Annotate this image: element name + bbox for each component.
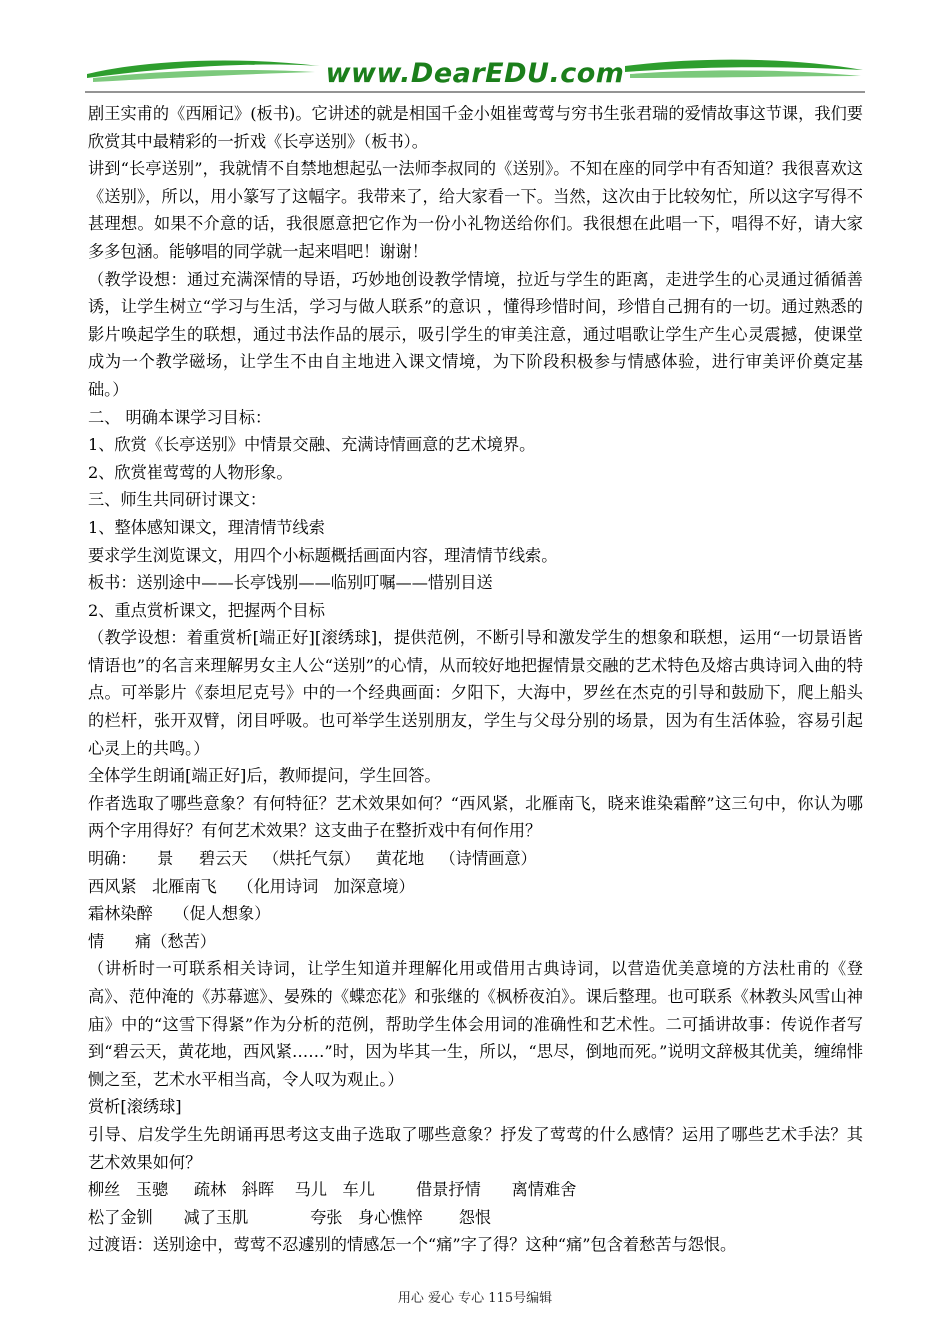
section-heading-goals: 二、 明确本课学习目标： <box>88 407 272 427</box>
page-footer: 用心 爱心 专心 115号编辑 <box>397 1291 553 1306</box>
section-heading-discussion: 三、师生共同研讨课文： <box>88 490 267 510</box>
paragraph-design-note-2: （教学设想：着重赏析[端正好][滚绣球]，提供范例，不断引导和激发学生的想象和联想，运用“一切景语皆情语也”的名言来理解男女主人公“送别”的心情，从而较好地把握情景交融的艺术特色及熔古典诗词入曲的特点。可举影片《泰坦尼克号》中的一个经典画面：夕阳下，大海中，罗丝在杰克的引导和鼓励下，爬上船头的栏杆，张开双臂，闭目呼吸。也可举学生送别朋友，学生与父母分别的场景，因为有生活体验，容易引起心灵上的共鸣。） <box>88 628 863 758</box>
site-logo: www.DearEDU.com <box>325 58 625 89</box>
paragraph-browse-text: 要求学生浏览课文，用四个小标题概括画面内容，理清情节线索。 <box>88 545 558 565</box>
paragraph-explain-note: （讲析时一可联系相关诗词，让学生知道并理解化用或借用古典诗词，以营造优美意境的方法杜甫的《登高》、范仲淹的《苏幕遮》、晏殊的《蝶恋花》和张继的《枫桥夜泊》。课后整理。也可联系《林教头风雪山神庙》中的“这雪下得紧”作为分析的范例，帮助学生体会用词的准确性和艺术性。二可插讲故事：传说作者写到“碧云天，黄花地，西风紧……”时，因为毕其一生，所以，“思尽，倒地而死。”说明文辞极其优美，缠绵悱恻之至，艺术水平相当高，令人叹为观止。） <box>88 959 863 1089</box>
goal-item-2: 2、欣赏崔莺莺的人物形象。 <box>88 462 293 482</box>
paragraph-guide: 引导、启发学生先朗诵再思考这支曲子选取了哪些意象？抒发了莺莺的什么感情？运用了哪些艺术手法？其艺术效果如何？ <box>88 1124 863 1172</box>
clarify-line-4: 情 痛（愁苦） <box>88 931 216 951</box>
paragraph-intro-end: 剧王实甫的《西厢记》(板书)。它讲述的就是相国千金小姐崔莺莺与穷书生张君瑞的爱情故事这节课，我们要欣赏其中最精彩的一折戏《长亭送别》（板书）。 <box>88 104 863 151</box>
subheading-gunxiuqiu: 赏析[滚绣球] <box>88 1097 182 1117</box>
goal-item-1: 1、欣赏《长亭送别》中情景交融、充满诗情画意的艺术境界。 <box>88 435 536 455</box>
imagery-line-2: 松了金钏 减了玉肌 夸张 身心憔悴 怨恨 <box>88 1207 492 1227</box>
imagery-line-1: 柳丝 玉骢 疏林 斜晖 马儿 车儿 借景抒情 离情难舍 <box>88 1180 577 1200</box>
site-header <box>85 52 865 98</box>
paragraph-design-note-1: （教学设想：通过充满深情的导语，巧妙地创设教学情境，拉近与学生的距离，走进学生的心灵通过循循善诱，让学生树立“学习与生活，学习与做人联系”的意识 ，懂得珍惜时间，珍惜自己拥有的一切。通过熟悉的影片唤起学生的联想，通过书法作品的展示，吸引学生的审美注意，通过唱歌让学生产生心灵震撼，使课堂成为一个教学磁场，让学生不由自主地进入课文情境，为下阶段积极参与情感体验，进行审美评价奠定基础。） <box>88 269 863 399</box>
paragraph-questions: 作者选取了哪些意象？有何特征？艺术效果如何？“西风紧，北雁南飞，晓来谁染霜醉”这三句中，你认为哪两个字用得好？有何艺术效果？这支曲子在整折戏中有何作用？ <box>88 793 863 841</box>
paragraph-transition: 过渡语：送别途中，莺莺不忍遽别的情感怎一个“痛”字了得？这种“痛”包含着愁苦与怨恨。 <box>88 1235 737 1255</box>
clarify-line-3: 霜林染醉 （促人想象） <box>88 904 271 924</box>
paragraph-intro-song: 讲到“长亭送别”，我就情不自禁地想起弘一法师李叔同的《送别》。不知在座的同学中有否知道？我很喜欢这《送别》，所以，用小篆写了这幅字。我带来了，给大家看一下。当然，这次由于比较匆忙，所以这字写得不甚理想。如果不介意的话，我很愿意把它作为一份小礼物送给你们。我很想在此唱一下，唱得不好，请大家多多包涵。能够唱的同学就一起来唱吧！谢谢！ <box>88 159 863 261</box>
paragraph-board-outline: 板书：送别途中——长亭饯别——临别叮嘱——惜别目送 <box>88 573 493 593</box>
paragraph-recite: 全体学生朗诵[端正好]后，教师提问，学生回答。 <box>88 766 441 786</box>
step-heading-2: 2、重点赏析课文，把握两个目标 <box>88 600 325 620</box>
step-heading-1: 1、整体感知课文，理清情节线索 <box>88 517 325 537</box>
clarify-line-2: 西风紧 北雁南飞 （化用诗词 加深意境） <box>88 876 415 896</box>
document-body <box>88 100 863 1259</box>
clarify-line-1: 明确： 景 碧云天 （烘托气氛） 黄花地 （诗情画意） <box>88 849 537 869</box>
